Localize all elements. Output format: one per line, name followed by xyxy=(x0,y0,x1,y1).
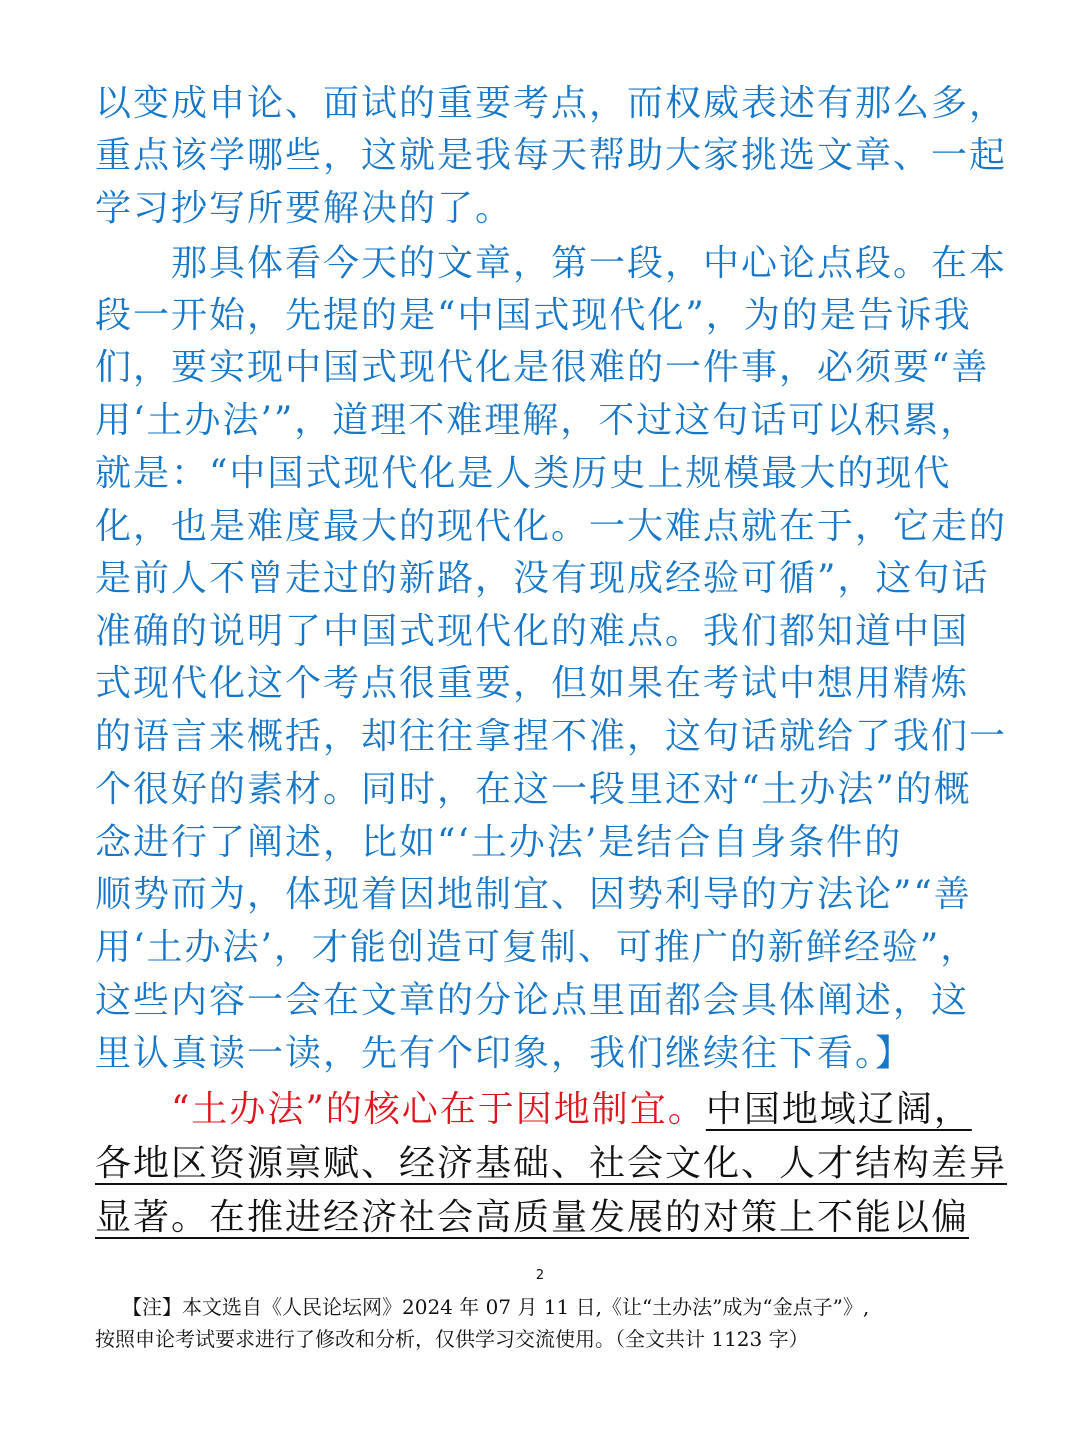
analysis-line: 们，要实现中国式现代化是很难的一件事，必须要“善 xyxy=(95,347,990,388)
analysis-line: 个很好的素材。同时，在这一段里还对“土办法”的概 xyxy=(95,769,972,810)
analysis-line: 用‘土办法’，才能创造可复制、可推广的新鲜经验”， xyxy=(95,927,979,968)
intro-line: 学习抄写所要解决的了。 xyxy=(95,188,514,229)
analysis-line: 顺势而为，体现着因地制宜、因势利导的方法论”“善 xyxy=(95,874,972,915)
page-number: 2 xyxy=(535,1268,545,1283)
article-line: 各地区资源禀赋、经济基础、社会文化、人才结构差异 xyxy=(95,1143,1008,1184)
analysis-line: 就是：“中国式现代化是人类历史上规模最大的现代 xyxy=(95,453,952,494)
article-line xyxy=(95,1084,990,1136)
article-heading: “土办法”的核心在于因地制宜。 xyxy=(95,1089,706,1130)
analysis-line: 念进行了阐述，比如“‘土办法’是结合自身条件的 xyxy=(95,822,903,863)
analysis-line: 准确的说明了中国式现代化的难点。我们都知道中国 xyxy=(95,611,970,652)
analysis-line: 那具体看今天的文章，第一段，中心论点段。在本 xyxy=(95,243,1008,284)
footnote-line: 按照申论考试要求进行了修改和分析，仅供学习交流使用。（全文共计 1123 字） xyxy=(95,1327,809,1351)
intro-line: 重点该学哪些，这就是我每天帮助大家挑选文章、一起 xyxy=(95,135,1008,176)
analysis-line: 用‘土办法’”，道理不难理解，不过这句话可以积累， xyxy=(95,400,979,441)
analysis-line: 段一开始，先提的是“中国式现代化”，为的是告诉我 xyxy=(95,295,972,336)
analysis-line: 式现代化这个考点很重要，但如果在考试中想用精炼 xyxy=(95,663,970,704)
article-text: 中国地域辽阔， xyxy=(705,1089,972,1130)
analysis-line: 的语言来概括，却往往拿捏不准，这句话就给了我们一 xyxy=(95,716,1008,757)
article-line: 显著。在推进经济社会高质量发展的对策上不能以偏 xyxy=(95,1197,970,1238)
analysis-line: 化，也是难度最大的现代化。一大难点就在于，它走的 xyxy=(95,506,1008,547)
analysis-line: 里认真读一读，先有个印象，我们继续往下看。】 xyxy=(95,1033,914,1074)
analysis-line: 是前人不曾走过的新路，没有现成经验可循”，这句话 xyxy=(95,558,990,599)
footnote-line: 【注】本文选自《人民论坛网》2024 年 07 月 11 日,《让“土办法”成为“金点子”》, xyxy=(122,1295,870,1319)
analysis-line: 这些内容一会在文章的分论点里面都会具体阐述，这 xyxy=(95,980,970,1021)
intro-line: 以变成申论、面试的重要考点，而权威表述有那么多， xyxy=(95,83,1008,124)
